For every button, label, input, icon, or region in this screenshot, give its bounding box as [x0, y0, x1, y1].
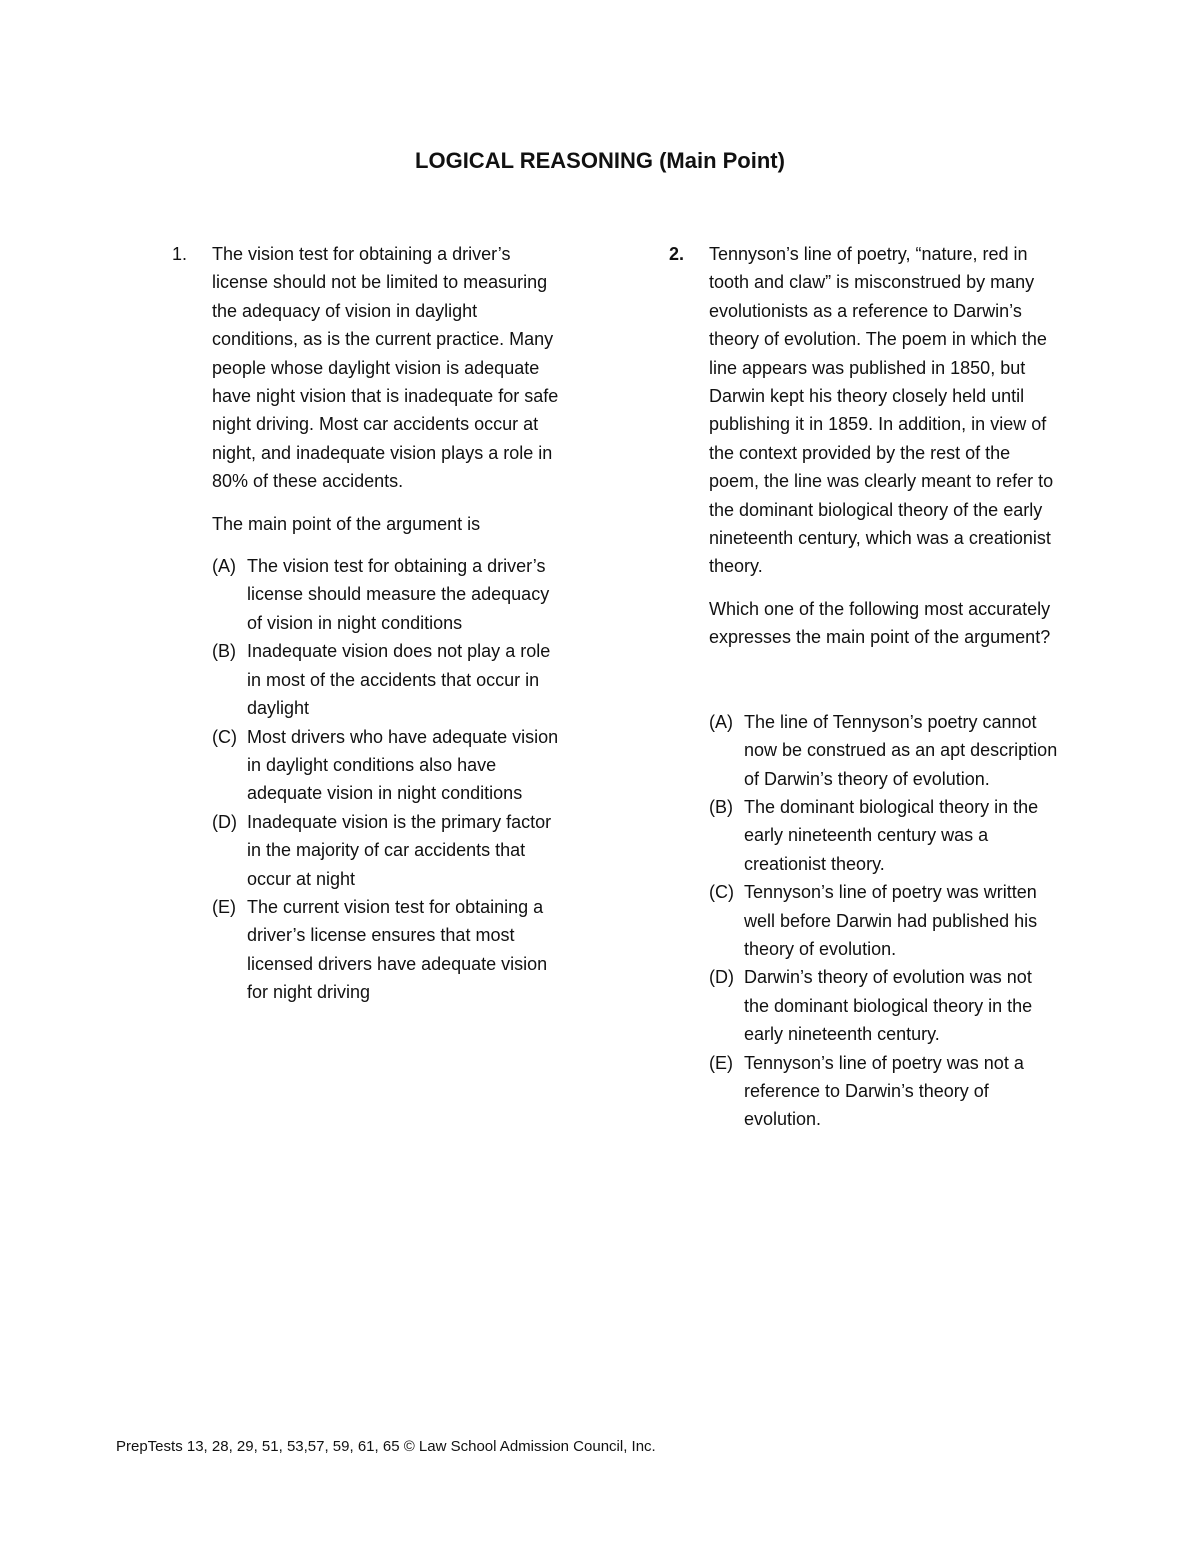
answer-choice-c	[709, 878, 1061, 963]
choice-letter: (A)	[709, 711, 733, 732]
choice-letter: (C)	[212, 726, 237, 747]
choice-text: Inadequate vision does not play a role in most of the accidents that occur in daylight	[247, 641, 551, 719]
question-2	[669, 240, 1061, 1134]
question-prompt: The main point of the argument is	[212, 513, 481, 534]
choice-letter: (D)	[212, 811, 237, 832]
answer-choice-b	[212, 637, 564, 722]
choice-letter: (B)	[709, 796, 733, 817]
choice-text: The dominant biological theory in the early nineteenth century was a creationist theory.	[744, 796, 1039, 874]
question-1-column	[172, 240, 564, 1007]
choice-text: Most drivers who have adequate vision in daylight conditions also have adequate vision in night conditions	[247, 726, 559, 804]
choice-text: The line of Tennyson’s poetry cannot now be construed as an apt description of Darwin’s theory of evolution.	[744, 711, 1058, 789]
page-title: LOGICAL REASONING (Main Point)	[415, 148, 785, 173]
question-2-column	[669, 240, 1061, 1134]
choice-letter: (E)	[709, 1052, 733, 1073]
answer-choice-a	[212, 552, 564, 637]
choice-text: Inadequate vision is the primary factor in the majority of car accidents that occur at night	[247, 811, 552, 889]
choice-text: Tennyson’s line of poetry was not a reference to Darwin’s theory of evolution.	[744, 1052, 1024, 1130]
question-prompt: Which one of the following most accurately expresses the main point of the argument?	[709, 598, 1051, 648]
answer-choice-b	[709, 793, 1061, 878]
choice-text: Tennyson’s line of poetry was written well before Darwin had published his theory of evolution.	[744, 882, 1038, 959]
answer-choice-a	[709, 708, 1061, 793]
choice-text: The vision test for obtaining a driver’s license should measure the adequacy of vision in night conditions	[247, 556, 550, 633]
choice-text: The current vision test for obtaining a driver’s license ensures that most licensed drivers have adequate vision for night driving	[247, 896, 548, 1003]
answer-choice-d	[709, 963, 1061, 1048]
answer-choice-e	[709, 1049, 1061, 1134]
choice-letter: (E)	[212, 896, 236, 917]
answer-choice-d	[212, 808, 564, 893]
question-number: 2.	[669, 244, 685, 264]
page-footer: PrepTests 13, 28, 29, 51, 53,57, 59, 61, 65 © Law School Admission Council, Inc.	[116, 1438, 656, 1455]
question-stimulus: Tennyson’s line of poetry, “nature, red in tooth and claw” is misconstrued by many evolutionists as a reference to Darwin’s theory of evolution. The poem in which the line appears was published in 1850, but Darwin kept his theory closely held until publishing it in 1859. In addition, in view of the context provided by the rest of the poem, the line was clearly meant to refer to the dominant biological theory of the early nineteenth century, which was a creationist theory.	[709, 244, 1054, 577]
choice-letter: (D)	[709, 967, 734, 988]
choice-letter: (A)	[212, 556, 236, 577]
answer-choices	[212, 552, 564, 1007]
answer-choices	[709, 708, 1061, 1134]
question-1	[172, 240, 564, 1007]
choice-text: Darwin’s theory of evolution was not the dominant biological theory in the early nineteenth century.	[744, 967, 1033, 1045]
answer-choice-e	[212, 893, 564, 1007]
choice-letter: (B)	[212, 641, 236, 662]
question-number: 1.	[172, 244, 188, 264]
choice-letter: (C)	[709, 882, 734, 903]
question-stimulus: The vision test for obtaining a driver’s license should not be limited to measuring the adequacy of vision in daylight conditions, as is the current practice. Many people whose daylight vision is adequate have night vision that is inadequate for safe night driving. Most car accidents occur at night, and inadequate vision plays a role in 80% of these accidents.	[212, 244, 559, 492]
answer-choice-c	[212, 723, 564, 808]
